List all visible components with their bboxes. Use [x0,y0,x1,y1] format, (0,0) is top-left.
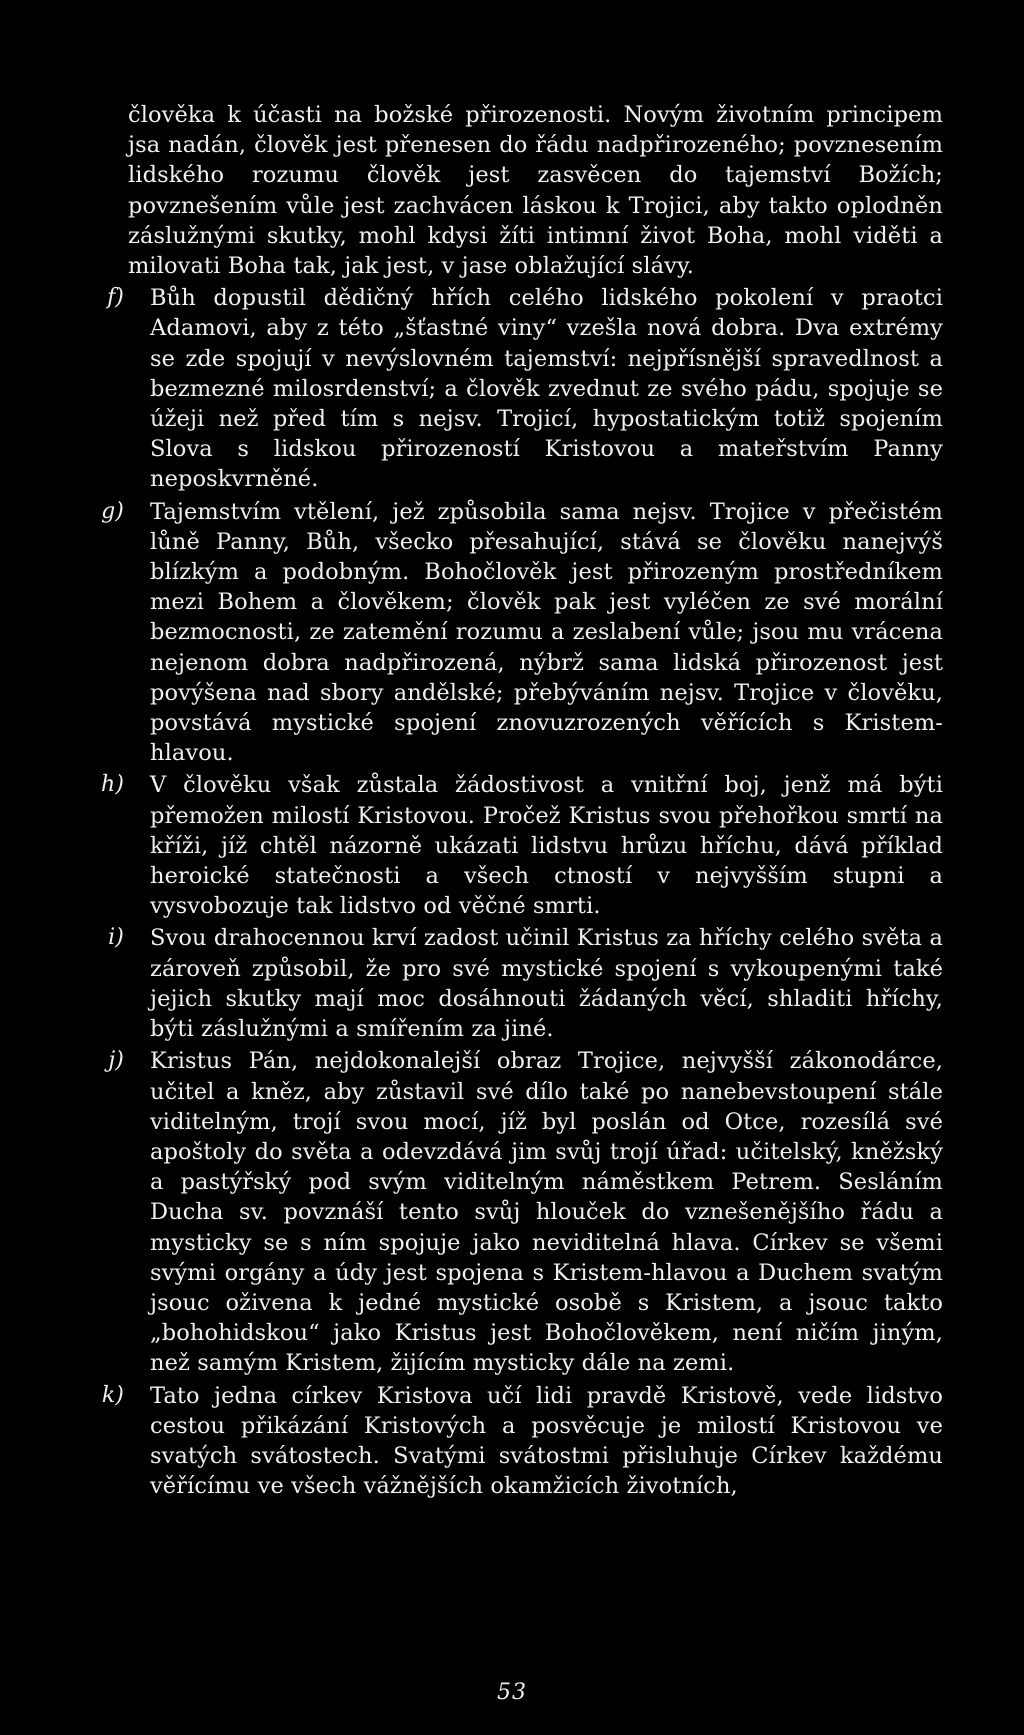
item-marker: g) [101,498,124,524]
list-item-f [107,283,943,494]
page-text-block [101,100,943,1501]
list-item-k [101,1381,943,1502]
item-marker: h) [101,772,124,798]
paragraph-text: Svou drahocennou krví zadost učinil Kristus za hříchy celého světa a zároveň způsobil, že pro své mystické spojení s vykoupenými také jejich skutky mají moc dosáhnouti žádaných věcí, shladiti hříchy, býti záslužnými a smířením za jiné. [150,925,943,1043]
paragraph-text: Tato jedna církev Kristova učí lidi pravdě Kristově, vede lidstvo cestou přikázání Kristových a posvěcuje je milostí Kristovou ve svatých svátostech. Svatými svátostmi přisluhuje Církev každému věřícímu ve všech vážnějších okamžicích životních, [150,1382,943,1500]
page-number: 53 [497,1680,527,1705]
item-marker: k) [101,1382,124,1408]
item-marker: j) [108,1048,124,1074]
paragraph-continuation [128,100,943,281]
list-item-i [108,923,943,1044]
item-marker: i) [108,925,124,951]
list-item-g [101,497,943,769]
paragraph-text: Kristus Pán, nejdokonalejší obraz Trojice, nejvyšší zákonodárce, učitel a kněz, aby zůstavil své dílo také po nanebevstoupení stále viditelným, trojí svou mocí, jíž byl poslán od Otce, rozesílá své apoštoly do světa a odevzdává jim svůj trojí úřad: učitelský, kněžský a pastýřský pod svým viditelným náměstkem Petrem. Sesláním Ducha sv. povznáší tento svůj hlouček do vznešenějšího řádu a mysticky se s ním spojuje jako neviditelná hlava. Církev se všemi svými orgány a údy jest spojena s Kristem-hlavou a Duchem svatým jsouc oživena k jedné mystické osobě s Kristem, a jsouc takto „bohohidskou“ jako Kristus jest Bohočlověkem, není ničím jiným, než samým Kristem, žijícím mysticky dále na zemi. [150,1048,943,1377]
paragraph-text: Tajemstvím vtělení, jež způsobila sama nejsv. Trojice v přečistém lůně Panny, Bůh, všecko přesahující, stává se člověku nanejvýš blízkým a podobným. Bohočlověk jest přirozeným prostředníkem mezi Bohem a člověkem; člověk pak jest vyléčen ze své morální bezmocnosti, ze zatemění rozumu a zeslabení vůle; jsou mu vrácena nejenom dobra nadpřirozená, nýbrž sama lidská přirozenost jest povýšena nad sbory andělské; přebýváním nejsv. Trojice v člověku, povstává mystické spojení znovuzrozených věřících s Kristem-hlavou. [150,498,943,767]
list-item-j [108,1046,943,1378]
paragraph-text: Bůh dopustil dědičný hřích celého lidského pokolení v praotci Adamovi, aby z této „šťastné viny“ vzešla nová dobra. Dva extrémy se zde spojují v nevýslovném tajemství: nejpřísnější spravedlnost a bezmezné milosrdenství; a člověk zvednut ze svého pádu, spojuje se úžeji než před tím s nejsv. Trojicí, hypostatickým totiž spojením Slova s lidskou přirozeností Kristovou a mateřstvím Panny neposkvrněné. [150,285,943,493]
paragraph-text: V člověku však zůstala žádostivost a vnitřní boj, jenž má býti přemožen milostí Kristovou. Pročež Kristus svou přehořkou smrtí na kříži, jíž chtěl názorně ukázati lidstvu hrůzu hříchu, dává příklad heroické statečnosti a všech ctností v nejvyšším stupni a vysvobozuje tak lidstvo od věčné smrti. [150,772,943,920]
paragraph-text: člověka k účasti na božské přirozenosti. Novým životním principem jsa nadán, člověk jest přenesen do řádu nadpřirozeného; povznesením lidského rozumu člověk jest zasvěcen do tajemství Božích; povznešením vůle jest zachvácen láskou k Trojici, aby takto oplodněn záslužnými skutky, mohl kdysi žíti intimní život Boha, mohl viděti a milovati Boha tak, jak jest, v jase oblažující slávy. [128,102,943,280]
item-marker: f) [107,285,124,311]
list-item-h [101,770,943,921]
